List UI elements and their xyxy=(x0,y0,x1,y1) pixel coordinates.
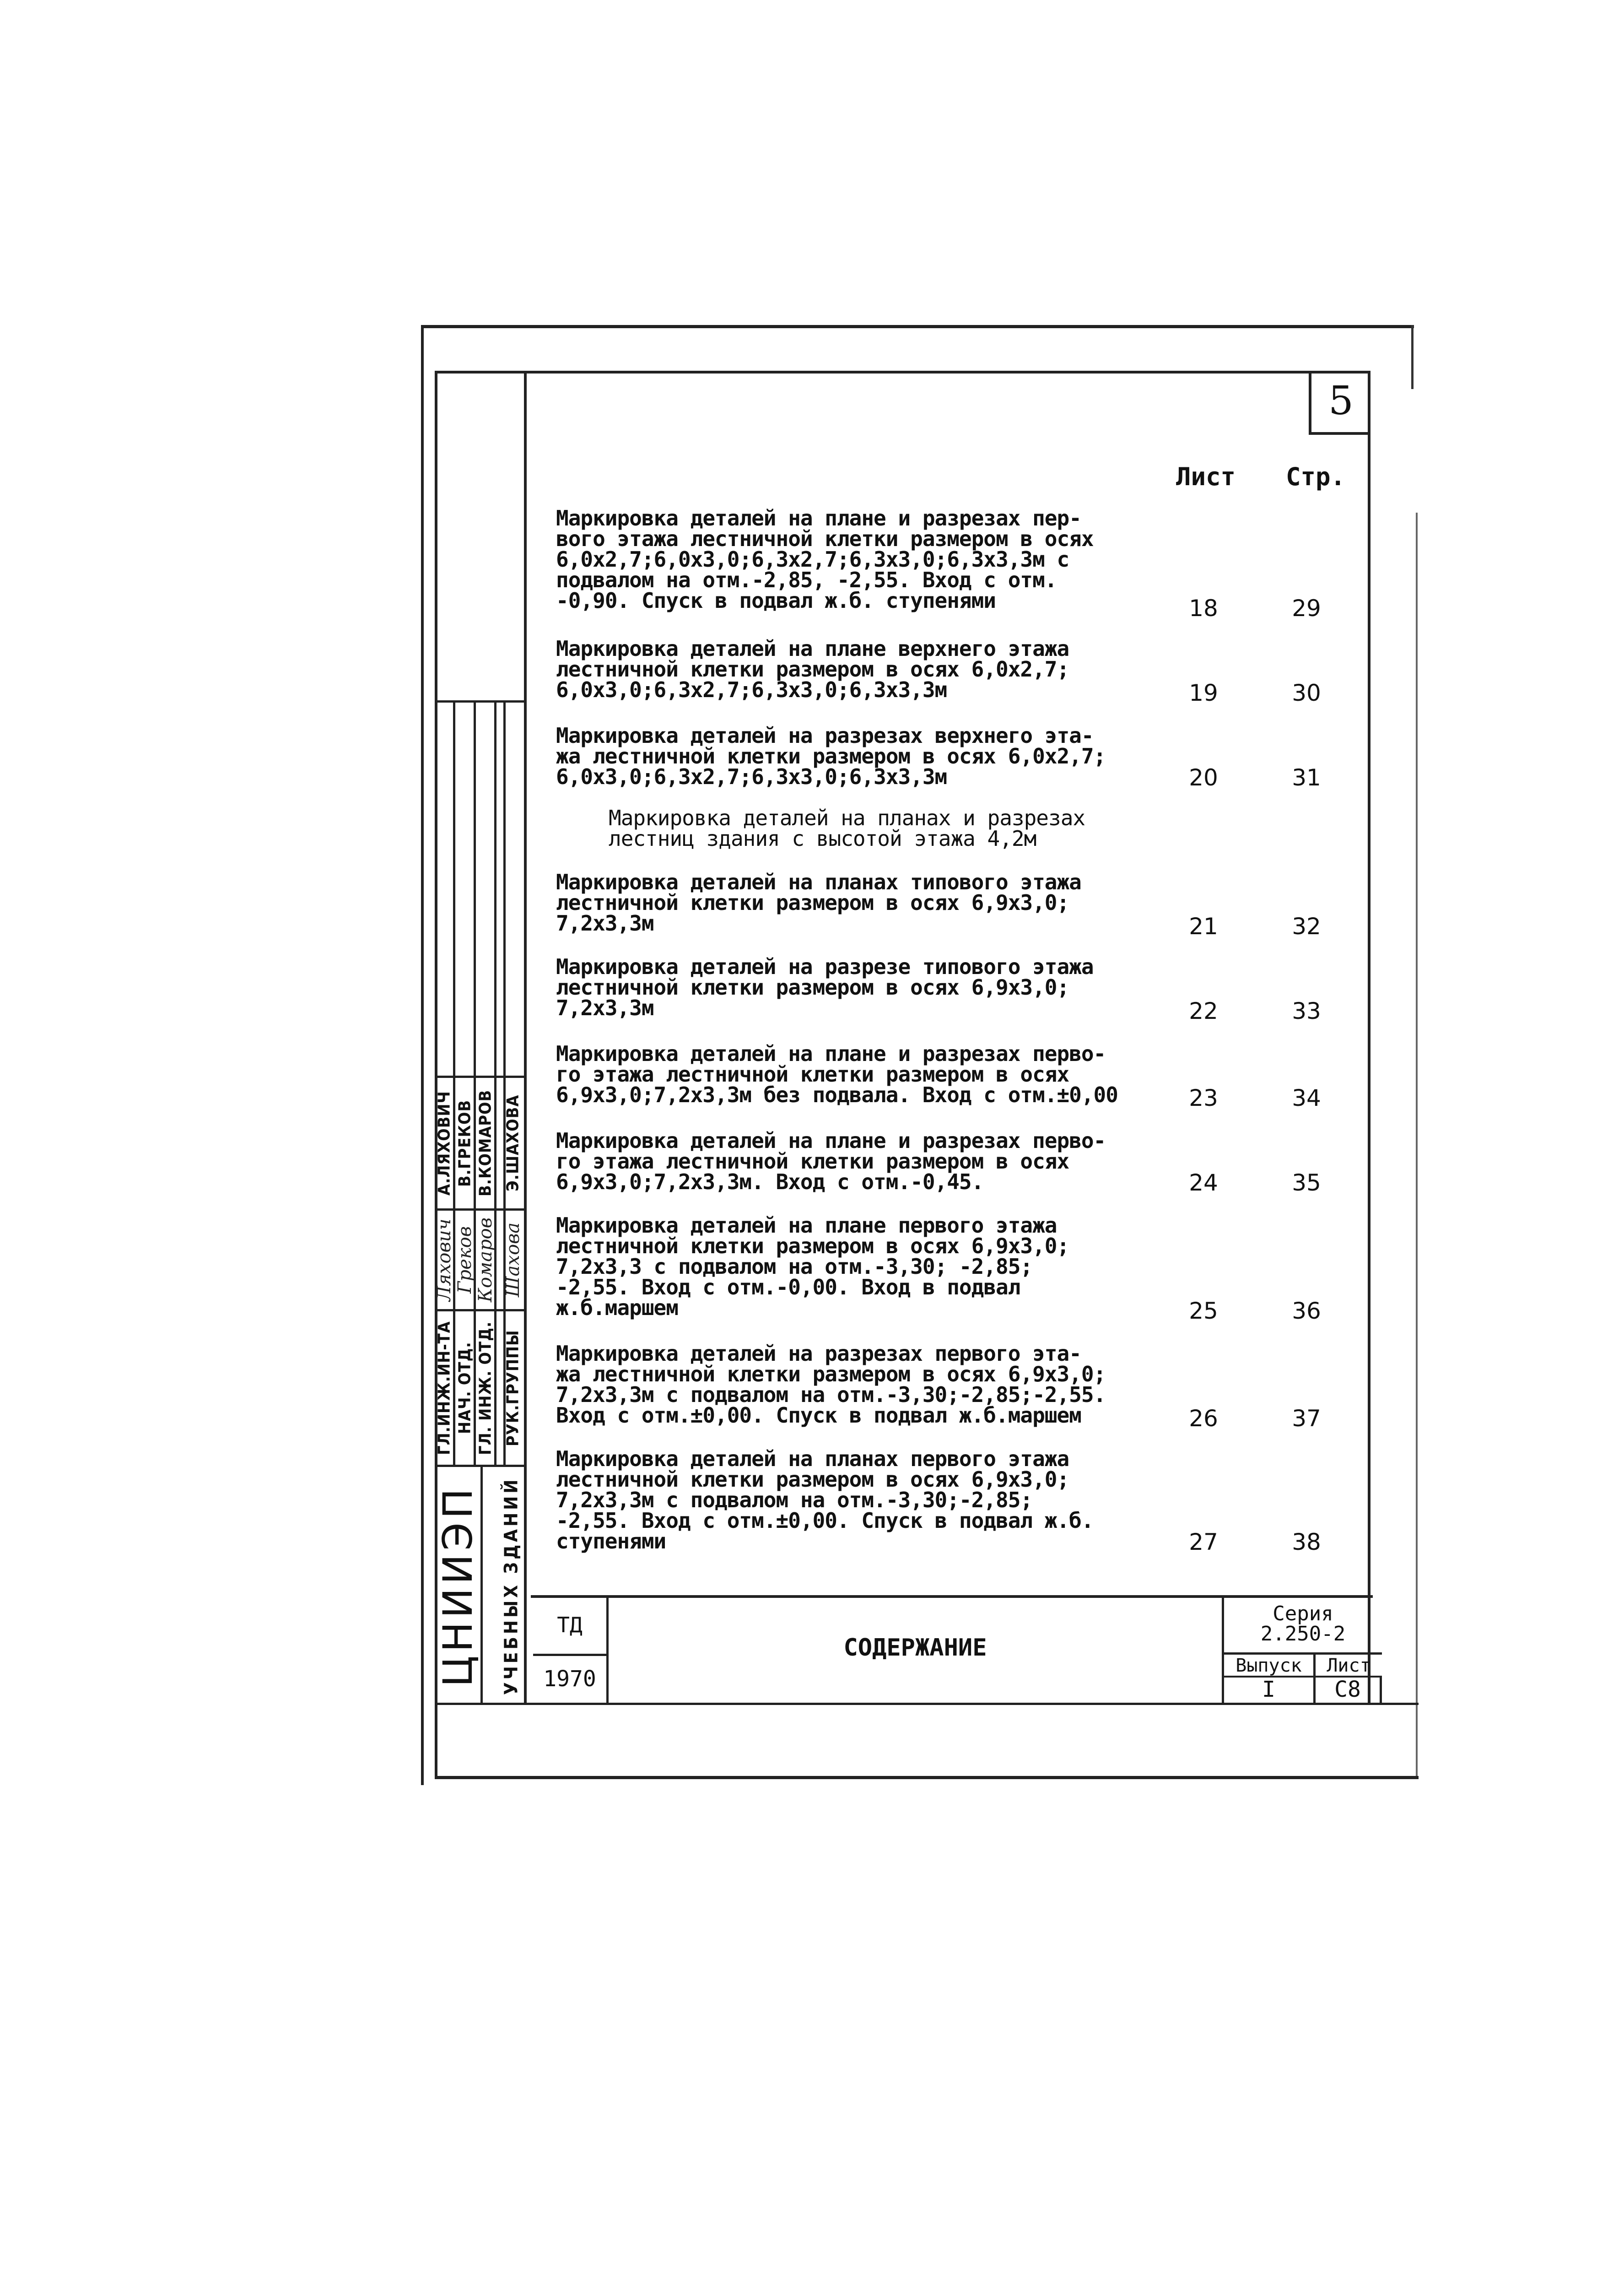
toc-entry-sheet: 26 xyxy=(1189,1405,1218,1432)
toc-entry-text: Маркировка деталей на плане первого этажа лестничной клетки размером в осях 6,9х3,0; 7,2х3,3 с подвалом на отм.-3,30; -2,85; -2,55. Вход с отм.-0,00. Вход в подвал ж.б.маршем xyxy=(556,1213,1069,1320)
stamp-name: В.КОМАРОВ xyxy=(476,1089,495,1197)
stamp-name: Э.ШАХОВА xyxy=(503,1094,523,1192)
toc-entry-sheet: 18 xyxy=(1189,595,1218,622)
series-cell xyxy=(1222,1597,1382,1655)
toc-entry-page: 36 xyxy=(1292,1298,1321,1324)
stamp-signature: Комаров xyxy=(475,1217,496,1303)
toc-entry-page: 38 xyxy=(1292,1529,1321,1555)
toc-entry-page: 35 xyxy=(1292,1169,1321,1196)
sheet-label: Лист xyxy=(1313,1655,1382,1678)
toc-entry-sheet: 24 xyxy=(1189,1169,1218,1196)
stamp-name: А.ЛЯХОВИЧ xyxy=(435,1091,454,1196)
issue-value: I xyxy=(1222,1678,1313,1703)
stamp-rule xyxy=(435,1309,524,1311)
main-frame-right-border xyxy=(1416,513,1418,1776)
toc-entry-page: 37 xyxy=(1292,1405,1321,1432)
toc-entry-sheet: 19 xyxy=(1189,680,1218,706)
title-block-code: ТД xyxy=(533,1597,609,1656)
toc-entry-text: Маркировка деталей на плане и разрезах перво- го этажа лестничной клетки размером в осях 6,9х3,0;7,2х3,3м. Вход с отм.-0,45. xyxy=(556,1128,1106,1194)
stamp-top-rule xyxy=(435,700,524,703)
stamp-role: НАЧ. ОТД. xyxy=(455,1342,475,1434)
stamp-rule xyxy=(435,1208,524,1211)
stamp-role: ГЛ. ИНЖ. ОТД. xyxy=(476,1321,495,1455)
toc-entry-text: Маркировка деталей на плане и разрезах пер- вого этажа лестничной клетки размером в осях 6,0х2,7;6,0х3,0;6,3х2,7;6,3х3,0;6,3х3,3м с подвалом на отм.-2,85, -2,55. Вход с отм. -0,90. Спуск в подвал ж.б. ступенями xyxy=(556,506,1094,613)
stamp-signature: Шахова xyxy=(502,1222,523,1298)
organization-logo xyxy=(435,1465,483,1705)
toc-entry-sheet: 21 xyxy=(1189,913,1218,940)
series-value: 2.250-2 xyxy=(1260,1622,1346,1645)
organization-subtitle: УЧЕБНЫХ ЗДАНИЙ xyxy=(501,1477,522,1695)
stamp-role: ГЛ.ИНЖ.ИН-ТА xyxy=(435,1321,454,1455)
toc-entry-page: 29 xyxy=(1292,595,1321,622)
toc-entry-page: 31 xyxy=(1292,764,1321,791)
toc-section-heading: Маркировка деталей на планах и разрезах лестниц здания с высотой этажа 4,2м xyxy=(609,806,1085,851)
toc-entry-page: 32 xyxy=(1292,913,1321,940)
page-number: 5 xyxy=(1309,371,1370,435)
organization-name: ЦНИИЭП xyxy=(434,1485,481,1687)
toc-entry-page: 34 xyxy=(1292,1085,1321,1111)
toc-entry-text: Маркировка деталей на плане верхнего этажа лестничной клетки размером в осях 6,0х2,7; 6,0х3,0;6,3х2,7;6,3х3,0;6,3х3,3м xyxy=(556,636,1069,702)
toc-entry-text: Маркировка деталей на разрезе типового этажа лестничной клетки размером в осях 6,9х3,0; 7,2х3,3м xyxy=(556,954,1094,1020)
toc-entry-text: Маркировка деталей на разрезах верхнего эта- жа лестничной клетки размером в осях 6,0х2,7; 6,0х3,0;6,3х2,7;6,3х3,0;6,3х3,3м xyxy=(556,723,1106,789)
toc-entry-sheet: 22 xyxy=(1189,998,1218,1024)
toc-entry-text: Маркировка деталей на плане и разрезах перво- го этажа лестничной клетки размером в осях 6,9х3,0;7,2х3,3м без подвала. Вход с отм.±0,00 xyxy=(556,1041,1118,1107)
toc-entry-sheet: 20 xyxy=(1189,764,1218,791)
series-label: Серия xyxy=(1273,1602,1333,1625)
document-title: СОДЕРЖАНИЕ xyxy=(843,1634,987,1662)
issue-label: Выпуск xyxy=(1222,1655,1313,1678)
outer-frame-left-border xyxy=(421,325,424,1785)
stamp-role: РУК.ГРУППЫ xyxy=(503,1330,523,1446)
main-frame-bottom-border xyxy=(435,1776,1419,1779)
outer-frame-right-border xyxy=(1411,325,1414,389)
toc-entry-sheet: 25 xyxy=(1189,1298,1218,1324)
stamp-signature: Ляхович xyxy=(434,1218,455,1301)
toc-entry-text: Маркировка деталей на планах типового этажа лестничной клетки размером в осях 6,9х3,0; 7,2х3,3м xyxy=(556,870,1081,936)
stamp-name: В.ГРЕКОВ xyxy=(455,1099,475,1187)
title-block-year: 1970 xyxy=(533,1656,609,1703)
toc-entry-text: Маркировка деталей на разрезах первого эта- жа лестничной клетки размером в осях 6,9х3,0; 7,2х3,3м с подвалом на отм.-3,30;-2,85;-2,55. Вход с отм.±0,00. Спуск в подвал ж.б.маршем xyxy=(556,1341,1106,1428)
toc-entry-sheet: 23 xyxy=(1189,1085,1218,1111)
toc-entry-text: Маркировка деталей на планах первого этажа лестничной клетки размером в осях 6,9х3,0; 7,2х3,3м с подвалом на отм.-3,30;-2,85; -2,55. Вход с отм.±0,00. Спуск в подвал ж.б. ступенями xyxy=(556,1446,1094,1553)
toc-entry-sheet: 27 xyxy=(1189,1529,1218,1555)
sheet-value: С8 xyxy=(1313,1678,1382,1703)
toc-entry-page: 33 xyxy=(1292,998,1321,1024)
stamp-signature: Греков xyxy=(454,1226,475,1294)
lower-rule xyxy=(435,1703,1419,1705)
toc-entry-page: 30 xyxy=(1292,680,1321,706)
stamp-rule xyxy=(435,1076,524,1078)
outer-frame-top-border xyxy=(421,325,1414,328)
column-header-sheet: Лист xyxy=(1176,462,1236,491)
column-header-page: Стр. xyxy=(1286,462,1346,491)
